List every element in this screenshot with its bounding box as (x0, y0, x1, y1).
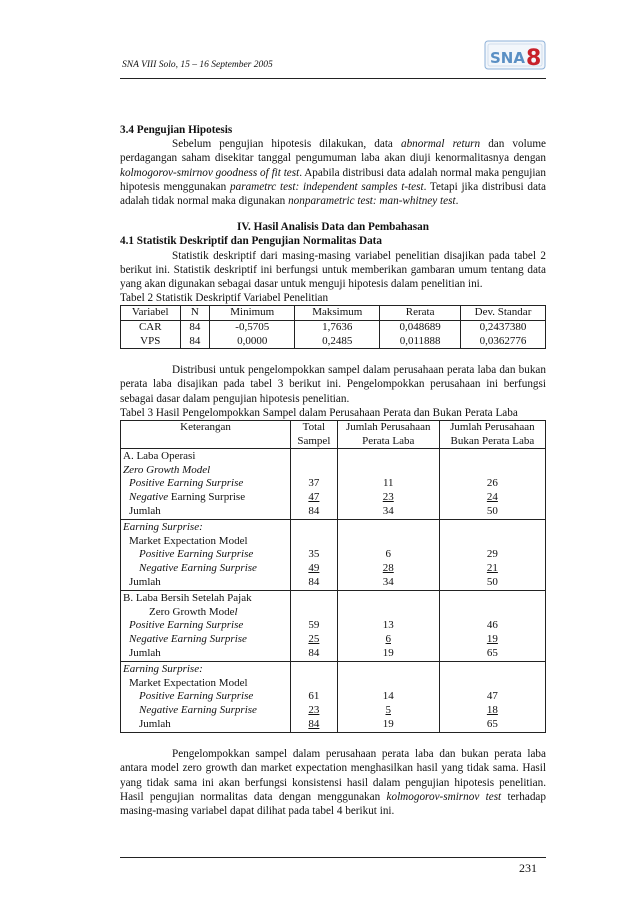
model-label: Market Expectation Model (129, 534, 248, 547)
table2-header-cell: Dev. Standar (461, 306, 546, 321)
table-cell: 0,2437380 (461, 321, 546, 335)
row-label: Negative Earning Surprise (129, 632, 247, 645)
svg-text:SNA: SNA (490, 49, 525, 67)
table2-descriptive-stats (120, 305, 546, 349)
row-label: Jumlah (129, 646, 161, 659)
table3-header-cell: Total Sampel (291, 421, 338, 449)
table2-header-cell: Variabel (121, 306, 181, 321)
table-cell: 29 21 50 (439, 520, 545, 591)
row-label: Jumlah (139, 717, 171, 730)
table-row (121, 335, 546, 349)
model-label: Zero Growth Model (149, 605, 238, 618)
running-header: SNA VIII Solo, 15 – 16 September 2005 (122, 60, 273, 70)
row-label: Negative Earning Surprise (139, 561, 257, 574)
table2-header-cell: Maksimum (295, 306, 380, 321)
table3-label-cell (121, 662, 291, 733)
row-label: Negative Earning Surprise (139, 703, 257, 716)
table-cell: 14 5 19 (337, 662, 439, 733)
table-row (121, 321, 546, 335)
sna-logo (484, 38, 546, 72)
table3-label-cell (121, 591, 291, 662)
table3-header-cell: Keterangan (121, 421, 291, 449)
model-label: Market Expectation Model (129, 676, 248, 689)
table-cell: 0,048689 (380, 321, 461, 335)
table-cell: VPS (121, 335, 181, 349)
table-row (121, 662, 546, 733)
page-content (120, 123, 546, 818)
footer-rule (120, 857, 546, 858)
row-label: Jumlah (129, 575, 161, 588)
table-cell: -0,5705 (210, 321, 295, 335)
group-label: A. Laba Operasi (123, 450, 196, 463)
table-row (121, 520, 546, 591)
table-cell: 59 25 84 (291, 591, 338, 662)
table-cell: 26 24 50 (439, 449, 545, 520)
header-rule (120, 78, 546, 79)
table-cell: 0,011888 (380, 335, 461, 349)
table-cell: 13 6 19 (337, 591, 439, 662)
section-3-4-paragraph: Sebelum pengujian hipotesis dilakukan, data abnormal return dan volume perdagangan saham disekitar tanggal pengumuman laba akan diuji kenormalitasnya dengan kolmogorov-smirnov goodness of fit test. Apabila distribusi data adalah normal maka pengujian hipotesis menggunakan parametrc test: independent samples t-test. Tetapi jika distribusi data adalah tidak normal maka digunakan nonparametric test: man-whitney test. (120, 138, 546, 208)
table3-label-cell (121, 449, 291, 520)
row-label: Positive Earning Surprise (129, 477, 244, 490)
table3-label-cell (121, 520, 291, 591)
table-cell: 0,0362776 (461, 335, 546, 349)
table-cell: 0,2485 (295, 335, 380, 349)
table-row (121, 449, 546, 520)
table3-header-row (121, 421, 546, 449)
table-cell: 84 (180, 321, 210, 335)
row-label: Jumlah (129, 504, 161, 517)
section-4-1-paragraph: Statistik deskriptif dari masing-masing variabel penelitian disajikan pada tabel 2 berikut ini. Statistik deskriptif ini berfungsi untuk memberikan gambaran umum tentang data yang akan digunakan sebagai dasar untuk menguji hipotesis dalam penelitian ini. (120, 249, 546, 291)
table2-caption: Tabel 2 Statistik Deskriptif Variabel Penelitian (120, 292, 329, 305)
model-label: Zero Growth Model (123, 463, 211, 476)
row-label: Positive Earning Surprise (129, 619, 244, 632)
table-row (121, 591, 546, 662)
table-cell: 84 (180, 335, 210, 349)
row-label: Positive Earning Surprise (139, 690, 254, 703)
row-label: Positive Earning Surprise (139, 548, 254, 561)
table3-header-cell: Jumlah Perusahaan Bukan Perata Laba (439, 421, 545, 449)
group-label: B. Laba Bersih Setelah Pajak (123, 592, 252, 605)
table-cell: 37 47 84 (291, 449, 338, 520)
section-4-1-paragraph-2: Distribusi untuk pengelompokkan sampel dalam perusahaan perata laba dan bukan perata laba disajikan pada tabel 3 berikut ini. Pengelompokkan perusahaan ini berfungsi sebagai dasar dalam pengujian hipotesis penelitian. (120, 364, 546, 405)
group-label: Earning Surprise: (123, 663, 203, 676)
table-cell: 1,7636 (295, 321, 380, 335)
table-cell: 6 28 34 (337, 520, 439, 591)
table3-caption: Tabel 3 Hasil Pengelompokkan Sampel dalam Perusahaan Perata dan Bukan Perata Laba (120, 406, 518, 419)
svg-text:8: 8 (526, 46, 542, 71)
table-cell: CAR (121, 321, 181, 335)
section-4-1-paragraph-3: Pengelompokkan sampel dalam perusahaan perata laba dan bukan perata laba antara model zero growth dan market expectation menghasilkan hasil yang tidak sama. Hasil yang tidak sama ini akan berfungsi konsistensi hasil dalam pengujian hipotesis penelitian. Hasil pengujian normalitas data dengan menggunakan kolmogorov-smirnov test terhadap masing-masing variabel dapat dilihat pada tabel 4 berikut ini. (120, 748, 546, 817)
table2-header-row (121, 306, 546, 321)
table-cell: 11 23 34 (337, 449, 439, 520)
row-label: Negative Earning Surprise (129, 491, 246, 503)
table-cell: 46 19 65 (439, 591, 545, 662)
section-3-4-title: 3.4 Pengujian Hipotesis (120, 124, 233, 136)
table-cell: 35 49 84 (291, 520, 338, 591)
table2-header-cell: N (180, 306, 210, 321)
section-4-1-title: 4.1 Statistik Deskriptif dan Pengujian Normalitas Data (120, 235, 382, 248)
group-label: Earning Surprise: (123, 521, 203, 534)
table2-header-cell: Minimum (210, 306, 295, 321)
table2-header-cell: Rerata (380, 306, 461, 321)
table-cell: 47 18 65 (439, 662, 545, 733)
table3-header-cell: Jumlah Perusahaan Perata Laba (337, 421, 439, 449)
table-cell: 61 23 84 (291, 662, 338, 733)
table3-sample-grouping (120, 420, 546, 733)
chapter-4-title: IV. Hasil Analisis Data dan Pembahasan (237, 221, 429, 234)
table-cell: 0,0000 (210, 335, 295, 349)
page-number: 231 (519, 861, 537, 875)
